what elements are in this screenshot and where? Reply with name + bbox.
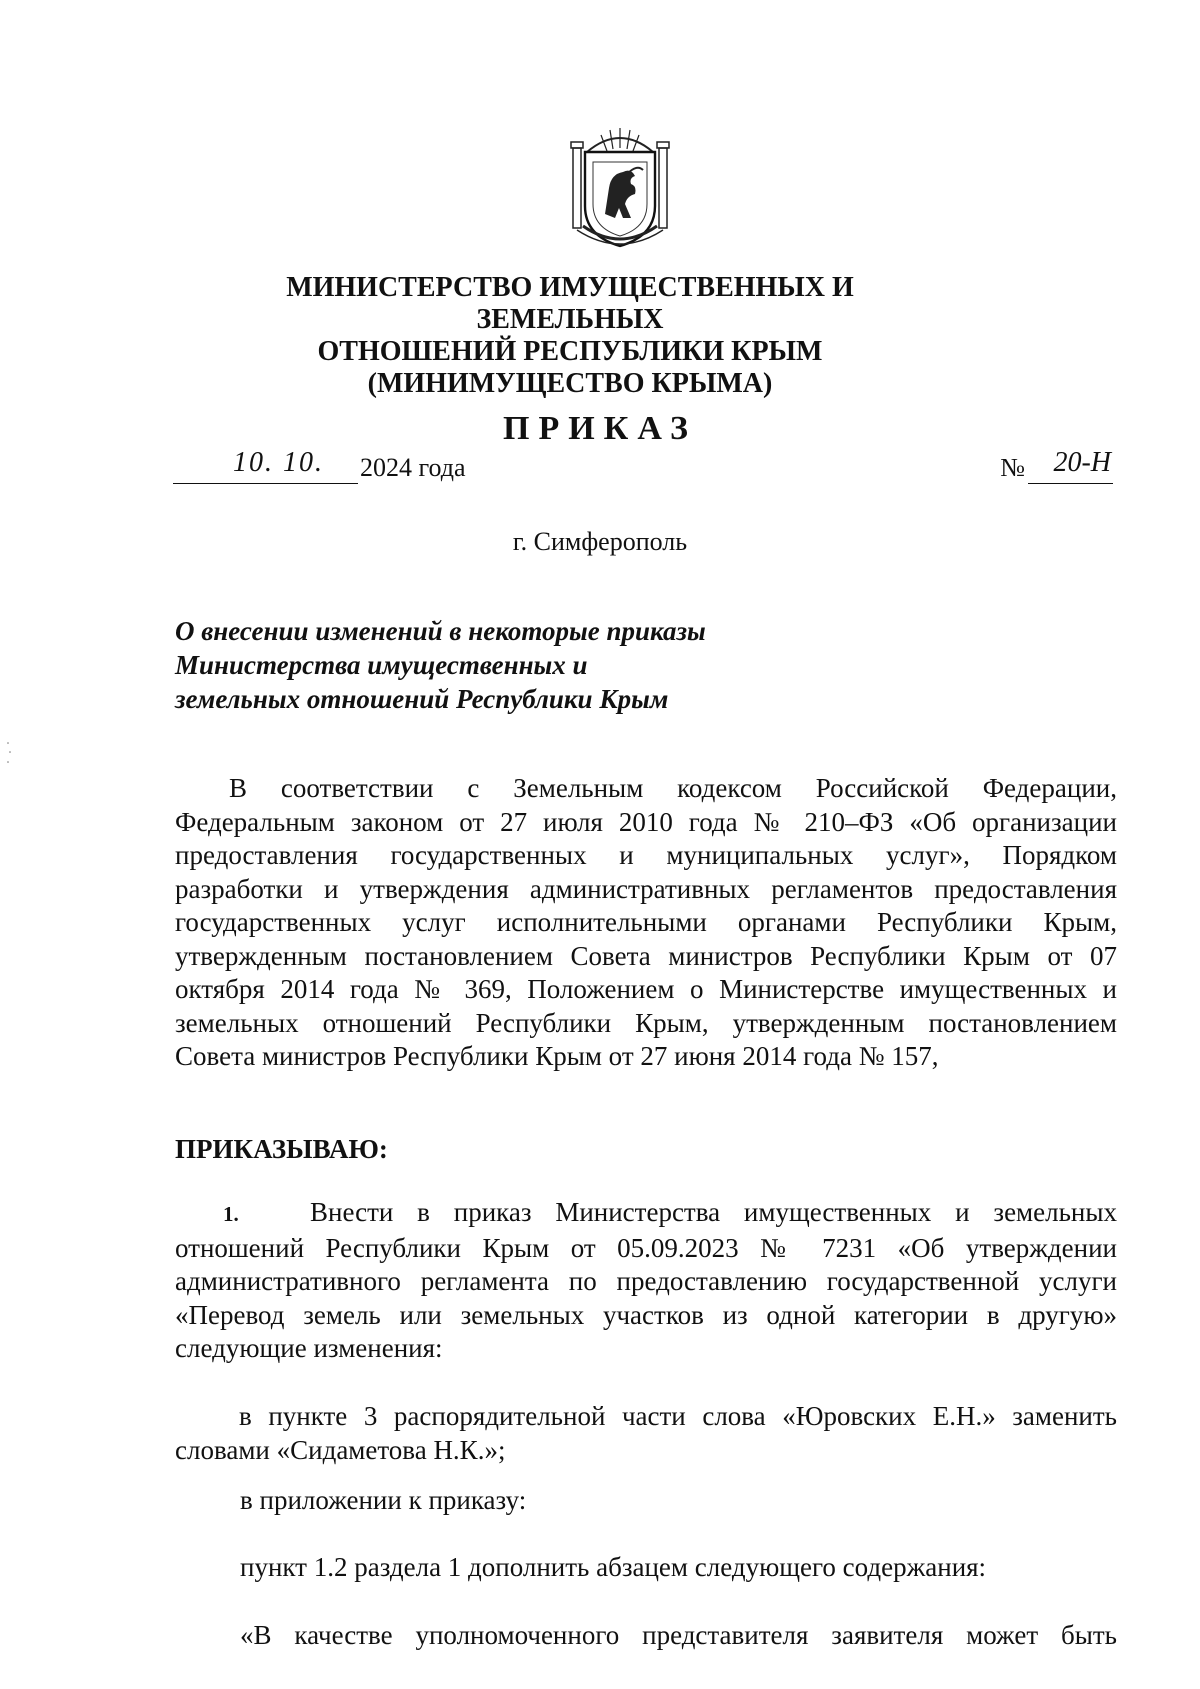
amendment-paragraph-4: «В качестве уполномоченного представителя заявителя может быть xyxy=(240,1620,1117,1650)
number-sign: № xyxy=(1000,453,1025,482)
amendment-paragraph-3: пункт 1.2 раздела 1 дополнить абзацем следующего содержания: xyxy=(240,1552,987,1582)
item-1-text: Внести в приказ Министерства имущественных и земельных отношений Республики Крым от 05.09.2023 № 7231 «Об утверждении административного регламента по предоставлению государственной услуги «Перевод земель или земельных участков из одной категории в другую» следующие изменения: xyxy=(175,1197,1117,1363)
amendment-paragraph-2: в приложении к приказу: xyxy=(240,1485,527,1515)
document-title: ПРИКАЗ xyxy=(503,410,697,447)
preamble-paragraph: В соответствии с Земельным кодексом Российской Федерации, Федеральным законом от 27 июля 2010 года № 210–ФЗ «Об организации предоставления государственных и муниципальных услуг», Порядком разработки и утверждения административных регламентов предоставления государственных услуг исполнительными органами Республики Крым, утвержденным постановлением Совета министров Республики Крым от 07 октября 2014 года № 369, Положением о Министерстве имущественных и земельных отношений Республики Крым, утвержденным постановлением Совета министров Республики Крым от 27 июня 2014 года № 157, xyxy=(175,773,1117,1071)
ministry-header xyxy=(200,272,940,400)
subject-line-3: земельных отношений Республики Крым xyxy=(175,684,669,714)
item-1-paragraph xyxy=(175,1196,1117,1366)
margin-marks xyxy=(6,740,12,768)
order-word: ПРИКАЗЫВАЮ: xyxy=(175,1134,388,1164)
city: г. Симферополь xyxy=(512,527,688,556)
date-number-row xyxy=(173,447,1113,487)
item-1-number: 1. xyxy=(223,1202,239,1226)
header-line-3: (МИНИМУЩЕСТВО КРЫМА) xyxy=(367,368,773,399)
header-line-2: ОТНОШЕНИЙ РЕСПУБЛИКИ КРЫМ xyxy=(317,336,823,367)
order-subject xyxy=(175,614,706,716)
subject-line-2: Министерства имущественных и xyxy=(175,650,588,680)
subject-line-1: О внесении изменений в некоторые приказы xyxy=(175,616,706,646)
number-underline xyxy=(1028,483,1113,484)
header-line-1: МИНИСТЕРСТВО ИМУЩЕСТВЕННЫХ И ЗЕМЕЛЬНЫХ xyxy=(286,272,854,335)
amendment-paragraph-1: в пункте 3 распорядительной части слова «Юровских Е.Н.» заменить словами «Сидаметова Н.К.»; xyxy=(175,1401,1117,1465)
handwritten-number: 20-Н xyxy=(1053,447,1111,478)
date-year: 2024 года xyxy=(360,453,466,482)
coat-of-arms-crimea-icon xyxy=(565,118,675,250)
date-underline xyxy=(173,483,358,484)
handwritten-date: 10. 10. xyxy=(233,447,324,478)
